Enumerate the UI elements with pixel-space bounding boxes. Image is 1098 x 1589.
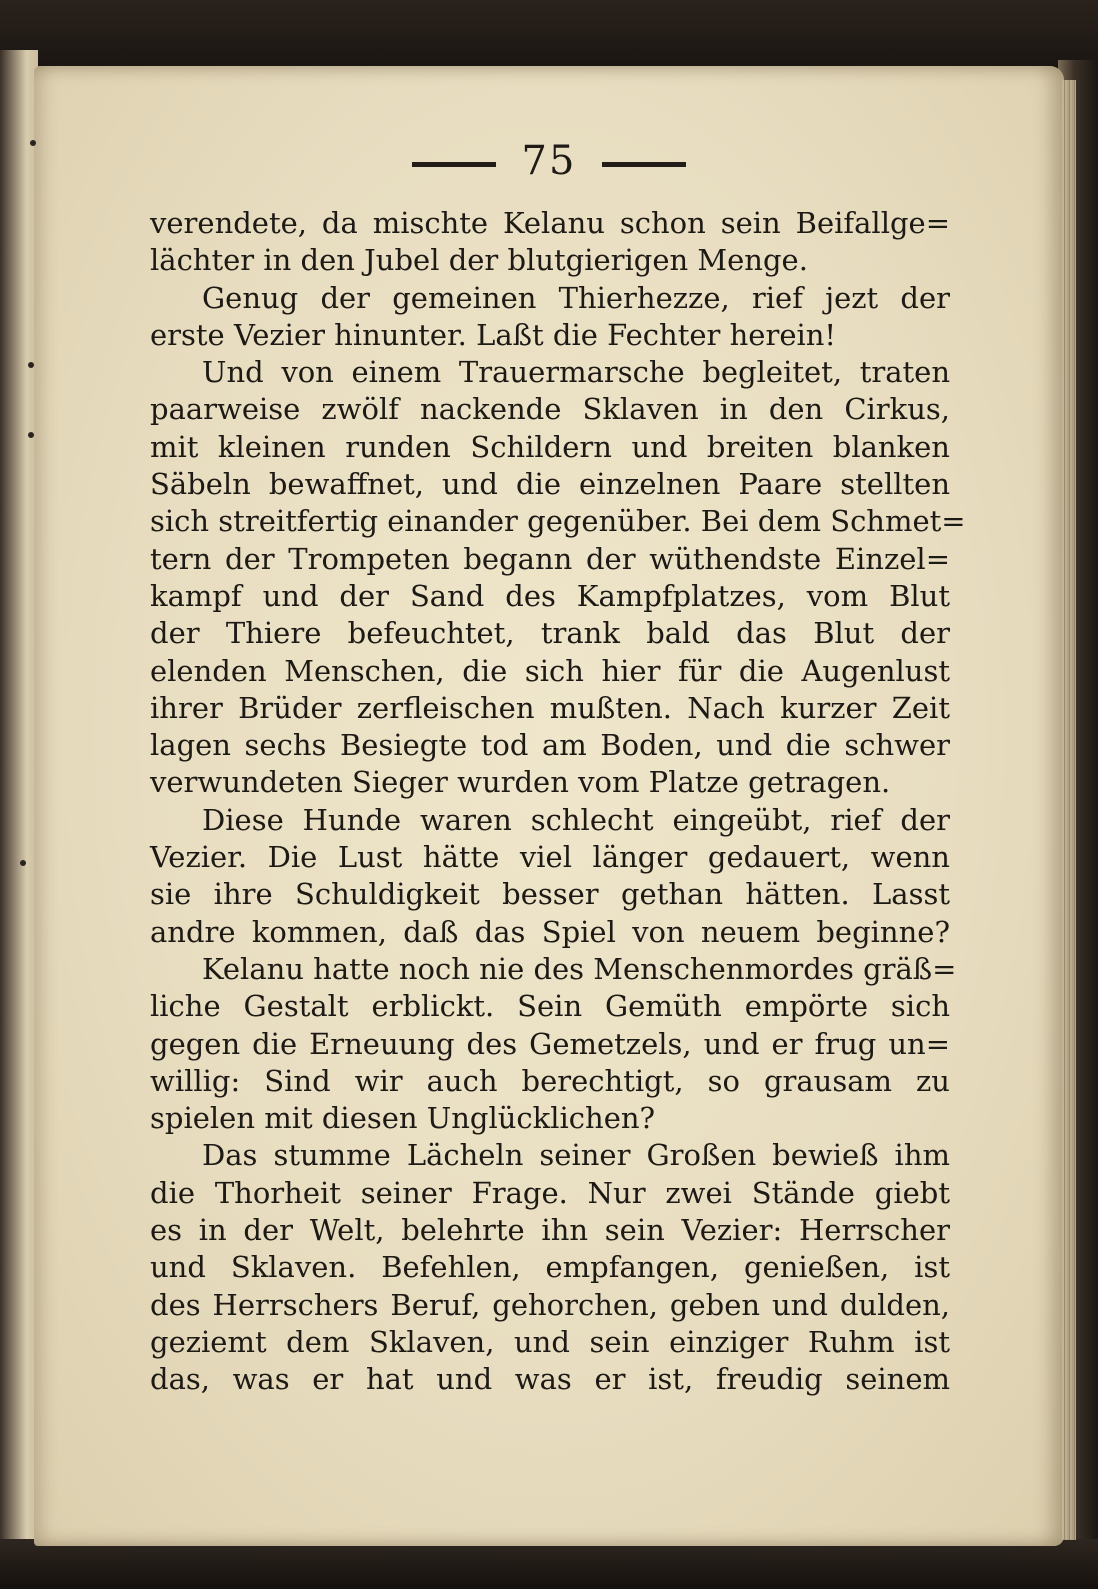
text-line: Säbeln bewaffnet, und die einzelnen Paare stellten	[150, 467, 950, 502]
text-line: erste Vezier hinunter. Laßt die Fechter herein!	[150, 317, 837, 352]
page-number: 75	[521, 138, 577, 184]
text-line: paarweise zwölf nackende Sklaven in den Cirkus,	[150, 392, 950, 427]
text-line: tern der Trompeten begann der wüthendste Einzel=	[150, 541, 950, 576]
text-line: Vezier. Die Lust hätte viel länger gedauert, wenn	[150, 840, 950, 875]
header-rule-right	[602, 162, 686, 167]
text-line: gegen die Erneuung des Gemetzels, und er frug un=	[150, 1026, 950, 1061]
text-line: mit kleinen runden Schildern und breiten blanken	[150, 429, 950, 464]
page-edges	[1062, 80, 1076, 1540]
text-line: sich streitfertig einander gegenüber. Bei dem Schmet=	[150, 504, 966, 539]
text-line: und Sklaven. Befehlen, empfangen, genießen, ist	[150, 1250, 950, 1285]
body-text	[150, 205, 966, 1399]
binding-hole	[28, 432, 34, 438]
page-header	[0, 138, 1098, 184]
book-cover-left	[0, 50, 38, 1589]
text-line: liche Gestalt erblickt. Sein Gemüth empörte sich	[150, 989, 950, 1024]
text-line: die Thorheit seiner Frage. Nur zwei Stände giebt	[150, 1175, 950, 1210]
binding-hole	[20, 860, 26, 866]
text-line: ihrer Brüder zerfleischen mußten. Nach kurzer Zeit	[150, 690, 950, 725]
text-line: der Thiere befeuchtet, trank bald das Blut der	[150, 616, 950, 651]
text-line: Kelanu hatte noch nie des Menschenmordes gräß=	[202, 951, 957, 986]
text-line: elenden Menschen, die sich hier für die Augenlust	[150, 653, 950, 688]
text-line: spielen mit diesen Unglücklichen?	[150, 1101, 656, 1136]
text-line: andre kommen, daß das Spiel von neuem beginne?	[150, 914, 950, 949]
text-line: sie ihre Schuldigkeit besser gethan hätten. Lasst	[150, 877, 950, 912]
text-line: es in der Welt, belehrte ihn sein Vezier: Herrscher	[150, 1213, 950, 1248]
text-line: lagen sechs Besiegte tod am Boden, und die schwer	[150, 728, 950, 763]
text-line: verendete, da mischte Kelanu schon sein Beifallge=	[150, 206, 950, 240]
header-rule-left	[412, 162, 496, 167]
binding-hole	[28, 362, 34, 368]
text-line: kampf und der Sand des Kampfplatzes, vom Blut	[150, 578, 950, 613]
book-cover-top	[0, 0, 1098, 70]
text-line: des Herrschers Beruf, gehorchen, geben und dulden,	[150, 1287, 950, 1322]
text-line: geziemt dem Sklaven, und sein einziger Ruhm ist	[150, 1324, 950, 1359]
text-line: willig: Sind wir auch berechtigt, so grausam zu	[150, 1063, 950, 1098]
text-line: Und von einem Trauermarsche begleitet, traten	[202, 355, 950, 390]
text-line: Diese Hunde waren schlecht eingeübt, rief der	[202, 802, 950, 837]
text-line: Das stumme Lächeln seiner Großen bewieß ihm	[202, 1138, 950, 1173]
text-line: das, was er hat und was er ist, freudig seinem	[150, 1362, 950, 1397]
book-cover-bottom	[0, 1539, 1098, 1589]
text-line: lächter in den Jubel der blutgierigen Menge.	[150, 243, 808, 278]
text-line: Genug der gemeinen Thierhezze, rief jezt der	[202, 280, 950, 315]
text-line: verwundeten Sieger wurden vom Platze getragen.	[150, 765, 891, 800]
